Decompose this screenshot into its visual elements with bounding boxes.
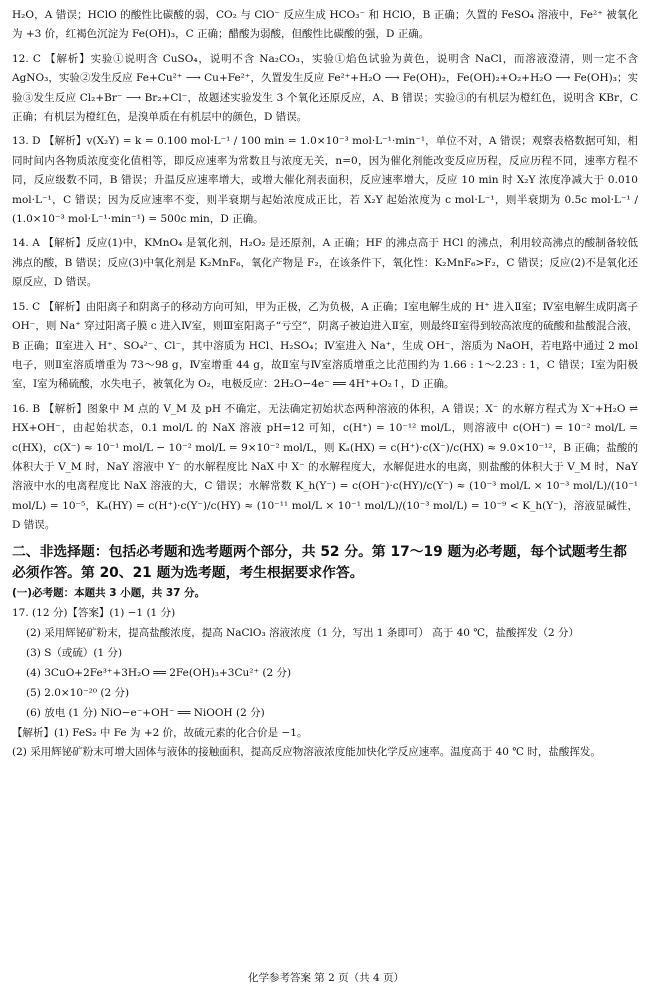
q15-explanation: 15. C 【解析】由阳离子和阴离子的移动方向可知，甲为正极，乙为负极，A 正确；Ⅰ室电解生成的 H⁺ 进入Ⅱ室；Ⅳ室电解生成阴离子 OH⁻，则 Na⁺ 穿过阳离子膜 c 进入Ⅳ室，则Ⅲ室阳离子“亏空”，阴离子被迫进入Ⅱ室，则最终Ⅱ室得到较高浓度的硫酸和盐酸混合液，B 正确；Ⅱ室进入 H⁺、SO₄²⁻、Cl⁻，其中溶质为 HCl、H₂SO₄；Ⅳ室进入 Na⁺，生成 OH⁻，溶质为 NaOH，若电路中通过 2 mol 电子，则Ⅱ室溶质增重为 73～98 g，Ⅳ室增重 44 g，故Ⅱ室与Ⅳ室溶质增重之比范围约为 1.66 : 1～2.23 : 1，C 错误；Ⅰ室为阳极室，Ⅰ室为稀硫酸，水失电子，被氧化为 O₂，电极反应：2H₂O−4e⁻ ══ 4H⁺+O₂↑，D 正确。 bbox=[12, 300, 638, 391]
q17-explanation-2: (2) 采用辉铋矿粉末可增大固体与液体的接触面积，提高反应物溶液浓度能加快化学反应速率。温度高于 40 ℃ 时，盐酸挥发。 bbox=[12, 745, 601, 758]
q11-continuation: H₂O，A 错误；HClO 的酸性比碳酸的弱，CO₂ 与 ClO⁻ 反应生成 HCO₃⁻ 和 HClO，B 正确；久置的 FeSO₄ 溶液中，Fe²⁺ 被氧化为 +3 价，红褐色沉淀为 Fe(OH)₃，C 正确；醋酸为弱酸，但酸性比碳酸的强，D 正确。 bbox=[12, 9, 638, 41]
q17-answer-3: (3) S（或硫）(1 分) bbox=[26, 646, 123, 659]
subsection-1-heading: (一)必考题：本题共 3 小题，共 37 分。 bbox=[12, 586, 206, 599]
q17-answer-4: (4) 3CuO+2Fe³⁺+3H₂O ══ 2Fe(OH)₃+3Cu²⁺ (2 分) bbox=[26, 666, 292, 679]
q17-answer-2: (2) 采用辉铋矿粉末，提高盐酸浓度，提高 NaClO₃ 溶液浓度（1 分，写出 1 条即可） 高于 40 ℃，盐酸挥发（2 分） bbox=[26, 626, 580, 639]
q17-answer-5: (5) 2.0×10⁻²⁰ (2 分) bbox=[26, 686, 130, 699]
section-2-heading: 二、非选择题：包括必考题和选考题两个部分，共 52 分。第 17～19 题为必考题，每个试题考生都必须作答。第 20、21 题为选考题，考生根据要求作答。 bbox=[12, 543, 627, 581]
q17-answer-1: 17. (12 分)【答案】(1) −1 (1 分) bbox=[12, 606, 176, 619]
page-footer: 化学参考答案 第 2 页（共 4 页） bbox=[247, 972, 405, 984]
q13-explanation: 13. D 【解析】v(X₂Y) = k = 0.100 mol·L⁻¹ / 100 min = 1.0×10⁻³ mol·L⁻¹·min⁻¹，单位不对，A 错误；观察表格数据可知，相同时间内各物质浓度变化值相等，即反应速率为常数且与浓度无关，n=0，因为催化剂能改变反应历程，反应历程不同，速率方程不同，反应级数不同，B 错误；升温反应速率增大，或增大催化剂表面积，反应速率增大，反应 10 min 时 X₂Y 浓度净减大于 0.010 mol·L⁻¹，C 错误；因为反应速率不变，则半衰期与起始浓度成正比，若 X₂Y 起始浓度为 c mol·L⁻¹，则半衰期为 0.5c mol·L⁻¹ / (1.0×10⁻³ mol·L⁻¹·min⁻¹) = 500c min，D 正确。 bbox=[12, 135, 638, 226]
q14-explanation: 14. A 【解析】反应(1)中，KMnO₄ 是氧化剂，H₂O₂ 是还原剂，A 正确；HF 的沸点高于 HCl 的沸点，利用较高沸点的酸制备较低沸点的酸，B 错误；反应(3)中氧化剂是 K₂MnF₆，氧化产物是 F₂，在该条件下，氧化性：K₂MnF₆>F₂，C 错误；反应(2)不是氧化还原反应，D 错误。 bbox=[12, 237, 638, 289]
q16-explanation: 16. B 【解析】图象中 M 点的 V_M 及 pH 不确定，无法确定初始状态两种溶液的体积，A 错误；X⁻ 的水解方程式为 X⁻+H₂O ⇌ HX+OH⁻，由起始状态，0.1 mol/L 的 NaX 溶液 pH=12 可知，c(H⁺) = 10⁻¹² mol/L，则溶液中 c(OH⁻) = 10⁻² mol/L = c(HX)，c(X⁻) ≈ 10⁻¹ mol/L − 10⁻² mol/L = 9×10⁻² mol/L，则 Kₐ(HX) = c(H⁺)·c(X⁻)/c(HX) ≈ 9.0×10⁻¹²，B 正确；盐酸的体积大于 V_M 时，NaY 溶液中 Y⁻ 的水解程度比 NaX 中 X⁻ 的水解程度大，水解促进水的电离，则盐酸的体积大于 V_M 时，NaY 溶液中水的电离程度比 NaX 溶液的大，C 错误；水解常数 K_h(Y⁻) = c(OH⁻)·c(HY)/c(Y⁻) ≈ (10⁻³ mol/L × 10⁻³ mol/L)/(10⁻¹ mol/L) = 10⁻⁵，Kₐ(HY) = c(H⁺)·c(Y⁻)/c(HY) ≈ (10⁻¹¹ mol/L × 10⁻¹ mol/L)/(10⁻³ mol/L) = 10⁻⁹ < K_h(Y⁻)，溶液显碱性，D 错误。 bbox=[12, 402, 638, 532]
q12-explanation: 12. C 【解析】实验①说明含 CuSO₄，说明不含 Na₂CO₃，实验①焰色试验为黄色，说明含 NaCl，而溶液澄清，则一定不含 AgNO₃，实验②发生反应 Fe+Cu²⁺ ⟶ Cu+Fe²⁺，久置发生反应 Fe²⁺+H₂O ⟶ Fe(OH)₂，Fe(OH)₂+O₂+H₂O ⟶ Fe(OH)₃；实验③发生反应 Cl₂+Br⁻ ⟶ Br₂+Cl⁻，故题述实验发生 3 个氧化还原反应，A、B 错误；实验③的有机层为橙红色，说明含 KBr，C 正确；有机层为橙红色，是溴单质在有机层中的颜色，D 错误。 bbox=[12, 52, 638, 124]
q17-explanation-1: 【解析】(1) FeS₂ 中 Fe 为 +2 价，故硫元素的化合价是 −1。 bbox=[12, 726, 308, 739]
q17-answer-6: (6) 放电 (1 分) NiO−e⁻+OH⁻ ══ NiOOH (2 分) bbox=[26, 706, 265, 719]
